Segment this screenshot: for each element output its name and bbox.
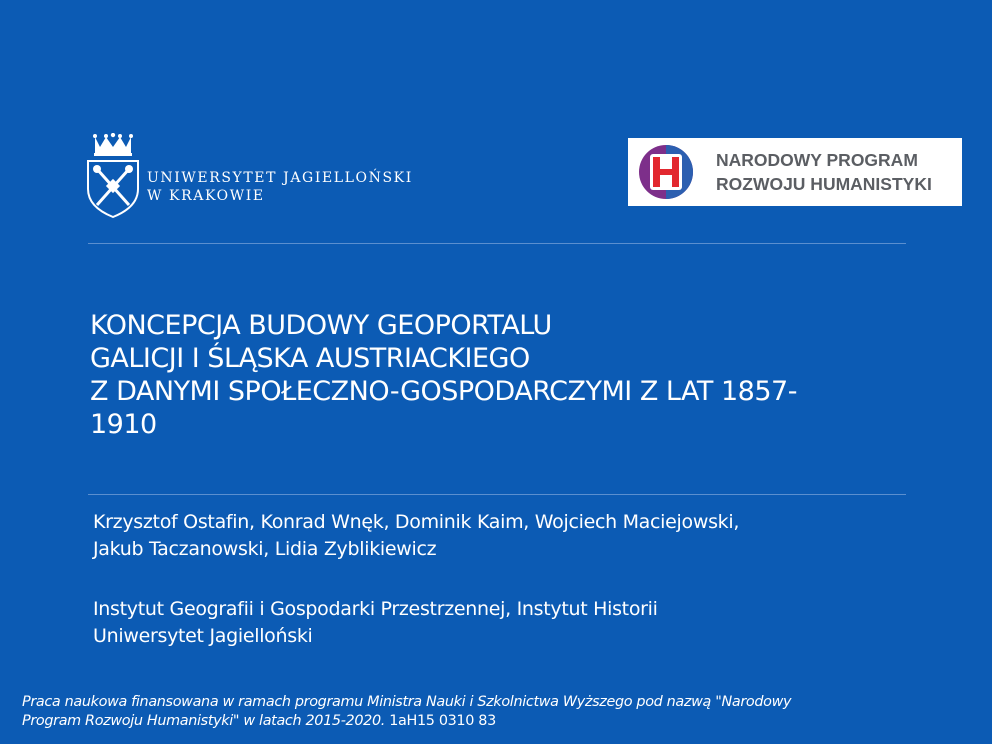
letter-h-circle-icon	[636, 144, 696, 200]
nprh-logo	[628, 138, 962, 206]
grant-code: 1aH15 0310 83	[385, 713, 496, 729]
middle-divider	[88, 494, 906, 495]
title-line2: GALICJI I ŚLĄSKA AUSTRIACKIEGO	[90, 343, 530, 374]
title-line3: Z DANYMI SPOŁECZNO-GOSPODARCZYMI Z LAT 1857-	[90, 376, 797, 407]
presentation-title	[90, 309, 910, 441]
funding-line1: Praca naukowa finansowana w ramach programu Ministra Nauki i Szkolnictwa Wyższego pod nazwą "Narodowy	[22, 694, 792, 710]
authors-line2: Jakub Taczanowski, Lidia Zyblikiewicz	[93, 538, 437, 560]
institution-line1: Instytut Geografii i Gospodarki Przestrzennej, Instytut Historii	[93, 598, 658, 620]
uj-name	[147, 169, 413, 205]
title-line1: KONCEPCJA BUDOWY GEOPORTALU	[90, 310, 552, 341]
funding-note	[22, 693, 992, 731]
uj-logo	[84, 133, 444, 223]
institution-line2: Uniwersytet Jagielloński	[93, 625, 313, 647]
institution	[93, 596, 913, 650]
uj-name-line1: UNIWERSYTET JAGIELLOŃSKI	[147, 170, 413, 186]
funding-line2: Program Rozwoju Humanistyki" w latach 2015-2020.	[22, 713, 386, 729]
top-divider	[88, 243, 906, 244]
nprh-name-line1: NARODOWY PROGRAM	[716, 150, 918, 170]
uj-name-line2: W KRAKOWIE	[147, 188, 265, 204]
title-line4: 1910	[90, 409, 157, 440]
authors-line1: Krzysztof Ostafin, Konrad Wnęk, Dominik Kaim, Wojciech Maciejowski,	[93, 511, 740, 533]
authors	[93, 509, 913, 563]
nprh-name-line2: ROZWOJU HUMANISTYKI	[716, 174, 932, 194]
nprh-name	[716, 148, 932, 196]
crown-scepters-shield-icon	[84, 133, 142, 219]
